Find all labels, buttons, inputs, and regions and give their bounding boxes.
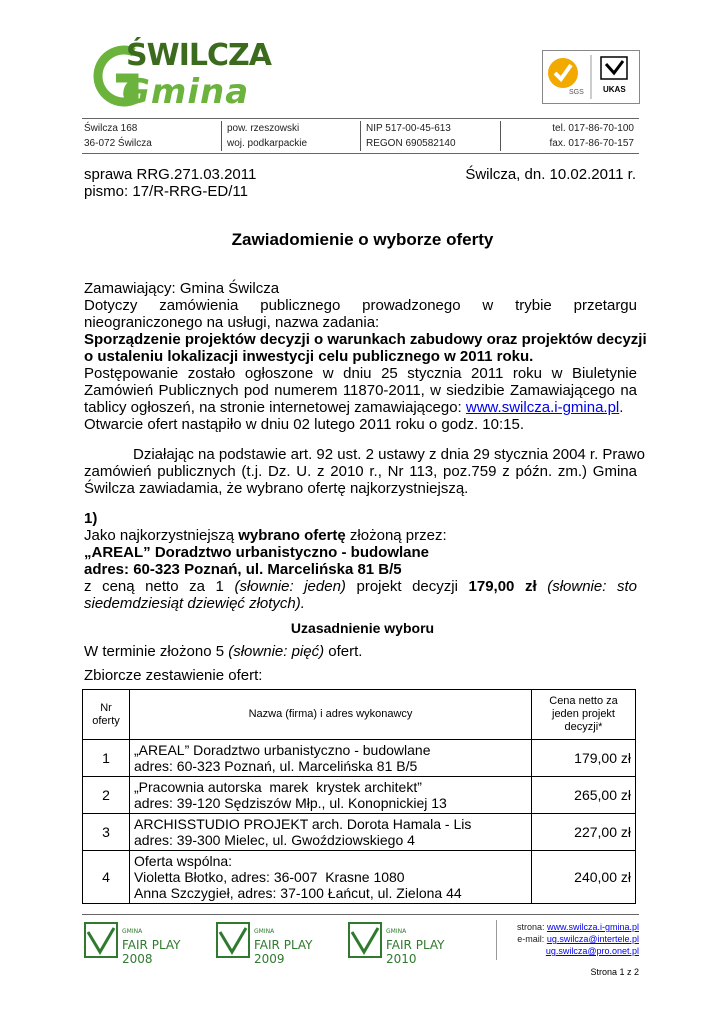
- address-col-2: [227, 121, 307, 151]
- header-bottom-rule: [82, 153, 639, 154]
- row-contractor: [130, 777, 532, 814]
- intro-bold-text: wybrano ofertę: [238, 527, 346, 544]
- logo-swilcza-text: ŚWILCZA: [126, 38, 271, 73]
- row-number: 3: [83, 814, 130, 851]
- legal-basis-line: zamówień publicznych (t.j. Dz. U. z 2010 r., Nr 113, poz.759 z późn. zm.) Gmina: [84, 463, 637, 480]
- row-price: 240,00 zł: [532, 851, 636, 904]
- fairplay-check-icon: [84, 922, 118, 958]
- address-phone: tel. 017-86-70-100: [552, 123, 634, 134]
- price-amount: 179,00 zł: [468, 578, 537, 595]
- logo-gmina-text: Gmina: [122, 72, 250, 112]
- count-words: (słownie: pięć): [228, 643, 325, 660]
- opening-info: Otwarcie ofert nastąpiło w dniu 02 lutego 2011 roku o godz. 10:15.: [84, 416, 525, 433]
- footer-email-row: [517, 933, 639, 945]
- email-label: e-mail:: [517, 934, 547, 944]
- chosen-firm-address: adres: 60-323 Poznań, ul. Marcelińska 81 B/5: [84, 561, 402, 578]
- table-row: [83, 814, 636, 851]
- legal-basis-line: Świlcza zawiadamia, że wybrano ofertę najkorzystniejszą.: [84, 480, 469, 497]
- contractor-address: Anna Szczygieł, adres: 37-100 Łańcut, ul. Zielona 44: [134, 885, 462, 901]
- address-col-4: [549, 121, 634, 151]
- fairplay-badge-2008: [84, 922, 212, 966]
- fairplay-small-label: GMINA: [386, 928, 407, 935]
- address-divider: [221, 121, 222, 151]
- contractor-name: ARCHISSTUDIO PROJEKT arch. Dorota Hamala - Lis: [134, 816, 472, 832]
- justification-title: Uzasadnienie wyboru: [290, 620, 435, 636]
- address-col-3: [366, 121, 456, 151]
- fairplay-label: FAIR PLAY 2010: [386, 938, 445, 966]
- chosen-firm-name: „AREAL” Doradztwo urbanistyczno - budowlane: [84, 544, 430, 561]
- gmina-logo: [82, 38, 271, 116]
- contractor-address: Violetta Błotko, adres: 36-007 Krasne 1080: [134, 869, 405, 885]
- footer-website-row: [517, 921, 639, 933]
- contractor-name: „AREAL” Doradztwo urbanistyczno - budowlane: [134, 742, 431, 758]
- offers-table: [82, 689, 636, 904]
- address-province: woj. podkarpackie: [227, 138, 308, 149]
- row-price: 179,00 zł: [532, 740, 636, 777]
- procurement-description-line: nieograniczonego na usługi, nazwa zadania:: [84, 314, 380, 331]
- website-link[interactable]: www.swilcza.i-gmina.pl: [465, 399, 620, 416]
- fairplay-check-icon: [216, 922, 250, 958]
- announcement-line: Postępowanie zostało ogłoszone w dniu 25 stycznia 2011 roku w Biuletynie: [84, 365, 637, 382]
- legal-basis-line: Działając na podstawie art. 92 ust. 2 ustawy z dnia 29 stycznia 2004 r. Prawo: [133, 446, 645, 463]
- address-postcode: 36-072 Świlcza: [84, 138, 152, 149]
- footer-divider: [496, 920, 497, 960]
- footer-email-link[interactable]: ug.swilcza@pro.onet.pl: [545, 946, 639, 956]
- offers-count: [84, 643, 362, 660]
- address-regon: REGON 690582140: [366, 138, 456, 149]
- fairplay-small-label: GMINA: [254, 928, 275, 935]
- certificate-icon: [543, 51, 639, 103]
- summary-label: Zbiorcze zestawienie ofert:: [84, 667, 263, 684]
- contractor-address: adres: 60-323 Poznań, ul. Marcelińska 81 B/5: [134, 758, 418, 774]
- row-number: 2: [83, 777, 130, 814]
- address-fax: fax. 017-86-70-157: [549, 138, 634, 149]
- price-text: projekt decyzji: [345, 578, 469, 595]
- announcement-line: Zamówień Publicznych pod numerem 11870-2011, w siedzibie Zamawiającego na: [84, 382, 637, 399]
- letter-date: Świlcza, dn. 10.02.2011 r.: [465, 166, 636, 183]
- chosen-price-line: [84, 578, 637, 595]
- contractor-address: adres: 39-120 Sędziszów Młp., ul. Konopnickiej 13: [134, 795, 447, 811]
- intro-text-end: złożoną przez:: [345, 527, 447, 544]
- intro-text: Jako najkorzystniejszą: [84, 527, 239, 544]
- fairplay-label: FAIR PLAY 2008: [122, 938, 181, 966]
- row-contractor: [130, 851, 532, 904]
- chosen-price-words: siedemdziesiąt dziewięć złotych).: [84, 595, 305, 612]
- task-name-line: o ustaleniu lokalizacji inwestycji celu publicznego w 2011 roku.: [84, 348, 534, 365]
- address-divider: [500, 121, 501, 151]
- ukas-label: UKAS: [603, 85, 626, 94]
- header-nr-text: Nr oferty: [92, 701, 120, 727]
- task-name-line: Sporządzenie projektów decyzji o warunkach zabudowy oraz projektów decyzji: [84, 331, 647, 348]
- website-label: strona:: [516, 922, 547, 932]
- footer-contacts: [517, 921, 639, 957]
- address-col-1: [84, 121, 152, 151]
- sgs-label: SGS: [569, 89, 584, 96]
- row-number: 1: [83, 740, 130, 777]
- fairplay-badge-2009: [216, 922, 344, 966]
- address-county: pow. rzeszowski: [227, 123, 300, 134]
- announcement-text: tablicy ogłoszeń, na stronie internetowej zamawiającego:: [84, 399, 466, 416]
- address-nip: NIP 517-00-45-613: [366, 123, 451, 134]
- header-nr: [83, 690, 130, 740]
- table-row: [83, 851, 636, 904]
- row-contractor: [130, 814, 532, 851]
- price-words: (słownie: sto: [536, 578, 637, 595]
- price-words: (słownie: jeden): [234, 578, 346, 595]
- announcement-line: [84, 399, 623, 416]
- letter-reference: pismo: 17/R-RRG-ED/11: [84, 183, 248, 200]
- fairplay-badge-2010: [348, 922, 476, 966]
- page-title: Zawiadomienie o wyborze oferty: [231, 230, 494, 249]
- footer-website-link[interactable]: www.swilcza.i-gmina.pl: [546, 922, 639, 932]
- announcement-period: .: [619, 399, 624, 416]
- header-name: Nazwa (firma) i adres wykonawcy: [130, 690, 532, 740]
- header-price: Cena netto za jeden projekt decyzji*: [532, 690, 636, 740]
- address-divider: [360, 121, 361, 151]
- contractor-address: adres: 39-300 Mielec, ul. Gwoździowskiego 4: [134, 832, 415, 848]
- contracting-authority: Zamawiający: Gmina Świlcza: [84, 280, 280, 297]
- row-price: 227,00 zł: [532, 814, 636, 851]
- count-text: W terminie złożono 5: [84, 643, 229, 660]
- chosen-offer-intro: [84, 527, 447, 544]
- table-header-row: [83, 690, 636, 740]
- contractor-name: „Pracownia autorska marek krystek architekt”: [134, 779, 422, 795]
- footer-email-row: [517, 945, 639, 957]
- row-contractor: [130, 740, 532, 777]
- price-text: z ceną netto za 1: [84, 578, 235, 595]
- case-reference: sprawa RRG.271.03.2011: [84, 166, 257, 183]
- fairplay-check-icon: [348, 922, 382, 958]
- fairplay-small-label: GMINA: [122, 928, 143, 935]
- fairplay-label: FAIR PLAY 2009: [254, 938, 313, 966]
- footer-email-link[interactable]: ug.swilcza@intertele.pl: [546, 934, 639, 944]
- procurement-description-line: Dotyczy zamówienia publicznego prowadzonego w trybie przetargu: [84, 297, 637, 314]
- header-top-rule: [82, 118, 639, 119]
- point-number: 1): [84, 510, 98, 527]
- row-price: 265,00 zł: [532, 777, 636, 814]
- table-row: [83, 740, 636, 777]
- address-street: Świlcza 168: [84, 123, 138, 134]
- row-number: 4: [83, 851, 130, 904]
- certification-logos: [542, 50, 640, 104]
- count-text-end: ofert.: [324, 643, 363, 660]
- footer-rule: [82, 914, 639, 915]
- contractor-name: Oferta wspólna:: [134, 853, 233, 869]
- table-row: [83, 777, 636, 814]
- page-number: Strona 1 z 2: [590, 967, 639, 977]
